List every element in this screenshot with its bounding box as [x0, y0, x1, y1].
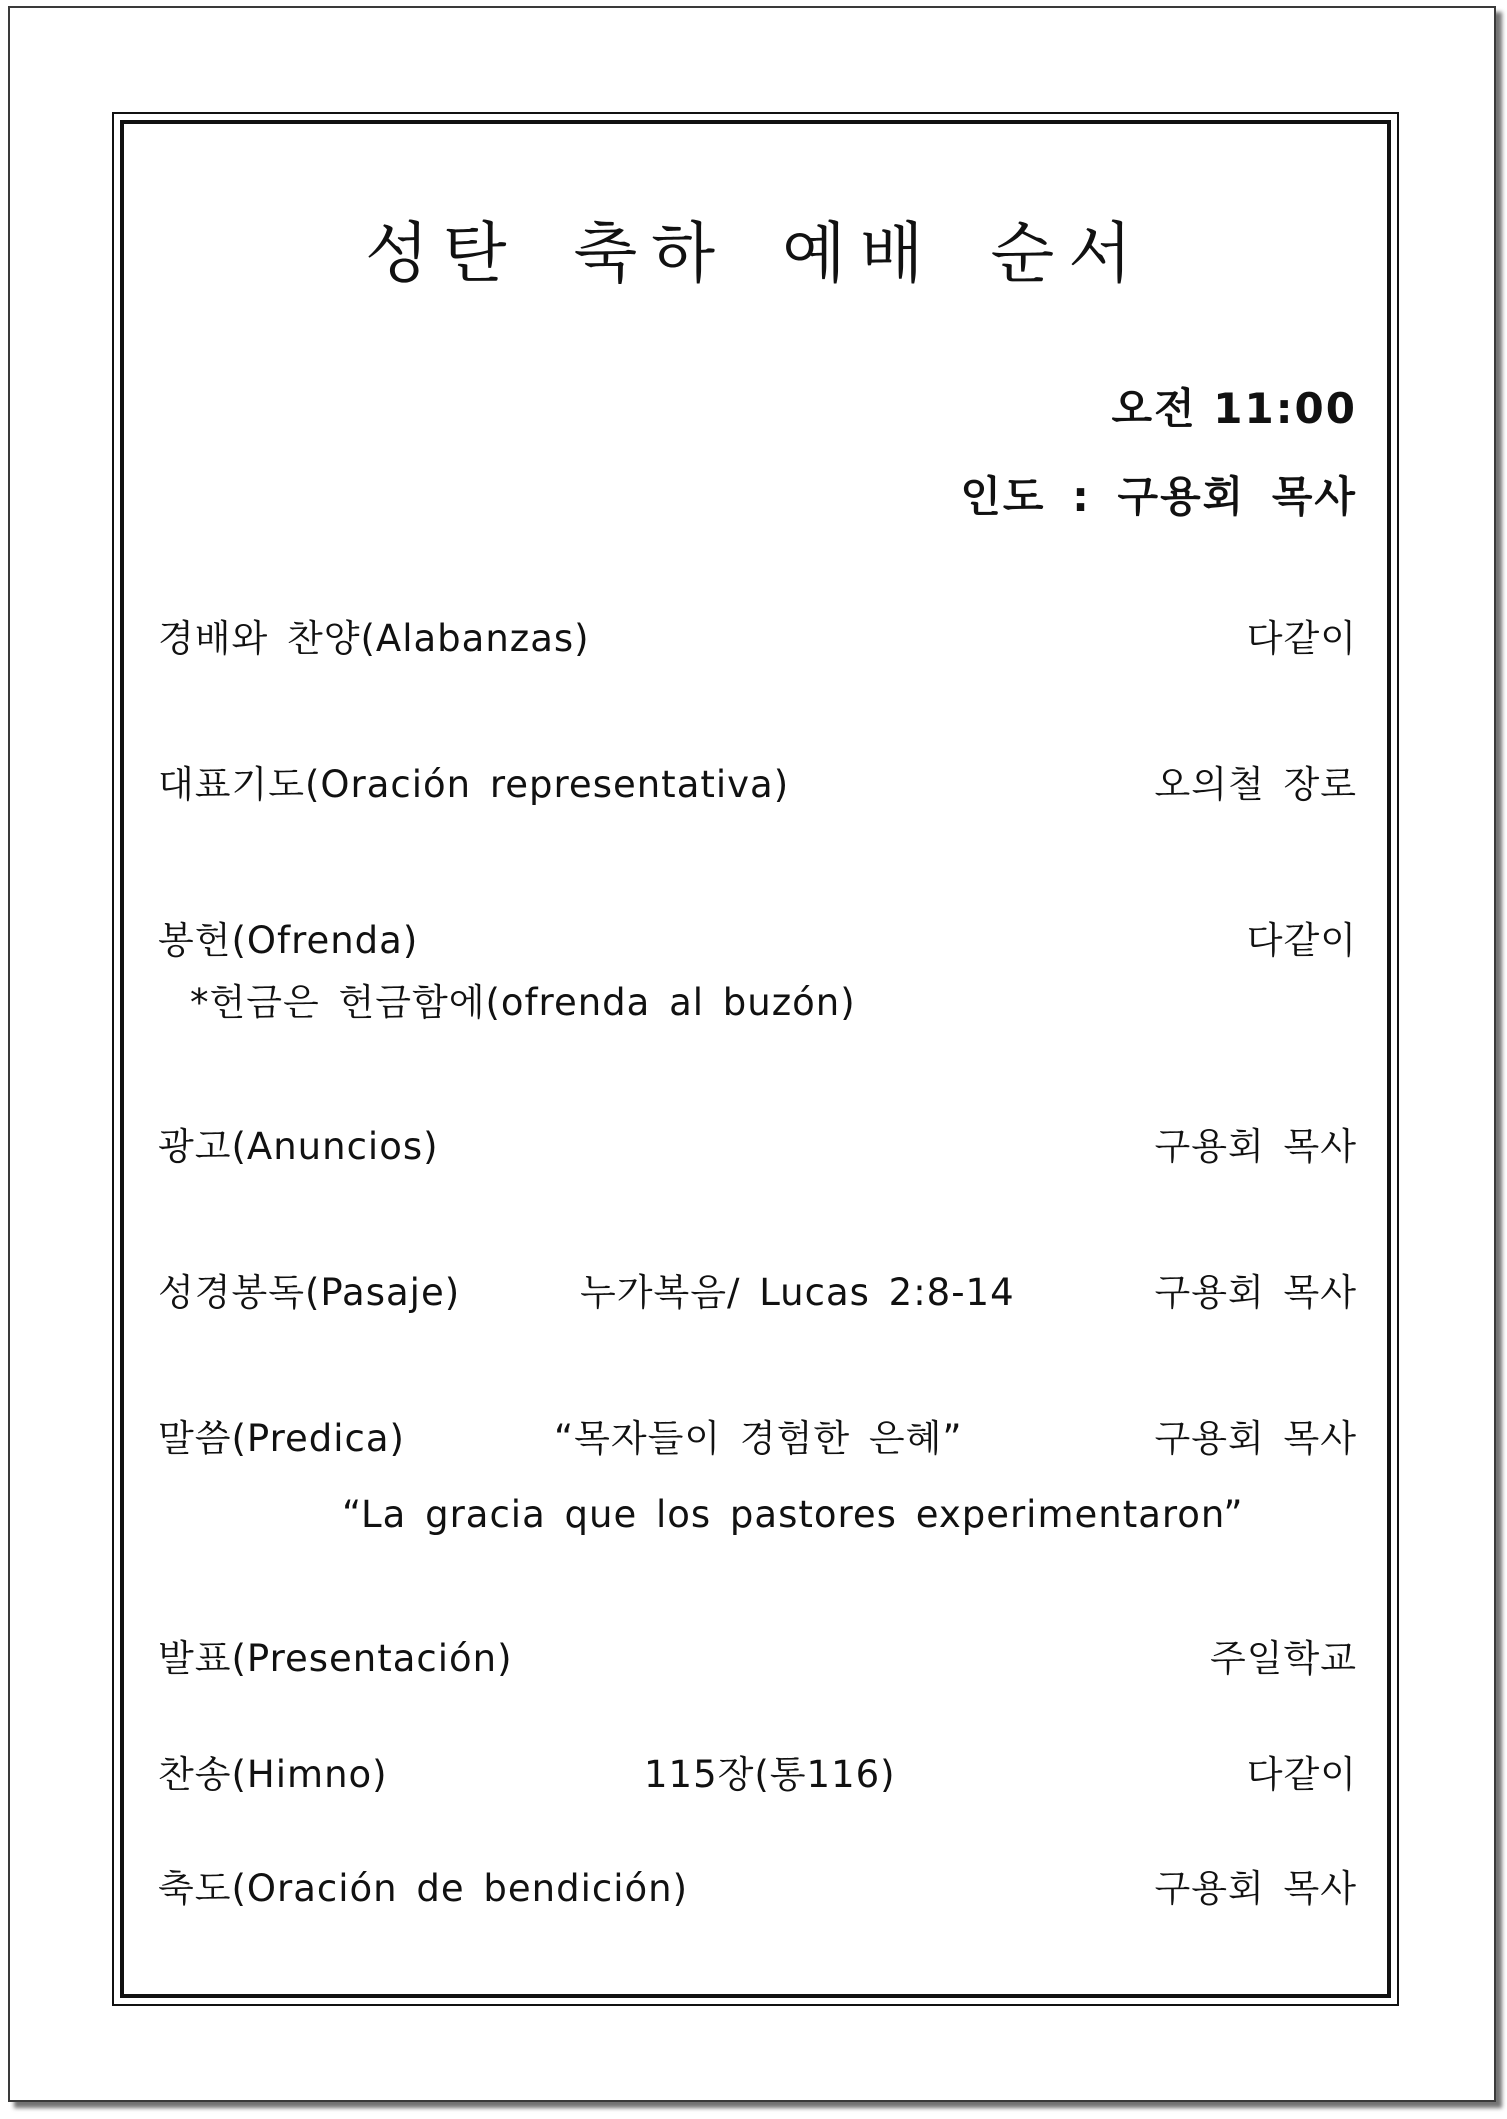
order-item	[158, 1122, 1357, 1172]
item-person: 주일학교	[1210, 1637, 1357, 1680]
item-person: 구용회 목사	[1154, 1867, 1357, 1910]
item-person: 구용회 목사	[1154, 1271, 1357, 1314]
item-name: 발표(Presentación)	[158, 1637, 513, 1680]
double-border-frame	[112, 112, 1399, 2006]
order-item	[158, 1864, 1357, 1914]
item-name: 축도(Oración de bendición)	[158, 1867, 689, 1910]
item-note: *헌금은 헌금함에(ofrenda al buzón)	[190, 981, 856, 1024]
order-item	[158, 1268, 1357, 1318]
page-sheet	[8, 6, 1496, 2102]
item-name: 봉헌(Ofrenda)	[158, 919, 419, 962]
item-person: 구용회 목사	[1154, 1417, 1357, 1460]
item-detail: “목자들이 경험한 은혜”	[554, 1417, 963, 1460]
order-item	[158, 1414, 1357, 1464]
item-person: 다같이	[1246, 1753, 1357, 1796]
item-name: 광고(Anuncios)	[158, 1125, 439, 1168]
item-detail: 115장(통116)	[644, 1753, 896, 1796]
item-name: 찬송(Himno)	[158, 1753, 388, 1796]
item-name: 말씀(Predica)	[158, 1417, 405, 1460]
page-title: 성탄 축하 예배 순서	[365, 215, 1146, 292]
item-person: 다같이	[1246, 617, 1357, 660]
order-item	[158, 614, 1357, 664]
item-name: 경배와 찬양(Alabanzas)	[158, 617, 590, 660]
item-person: 오의철 장로	[1154, 763, 1357, 806]
order-item	[158, 1634, 1357, 1684]
item-detail: 누가복음/ Lucas 2:8-14	[580, 1271, 1015, 1314]
item-name: 대표기도(Oración representativa)	[158, 763, 790, 806]
item-person: 구용회 목사	[1154, 1125, 1357, 1168]
order-item	[158, 760, 1357, 810]
item-note: “La gracia que los pastores experimentaron”	[342, 1493, 1244, 1536]
item-name: 성경봉독(Pasaje)	[158, 1271, 461, 1314]
order-item	[158, 916, 1357, 966]
order-item	[158, 1750, 1357, 1800]
item-person: 다같이	[1246, 919, 1357, 962]
service-time: 오전 11:00	[1111, 384, 1357, 433]
service-leader: 인도 : 구용회 목사	[960, 472, 1357, 521]
